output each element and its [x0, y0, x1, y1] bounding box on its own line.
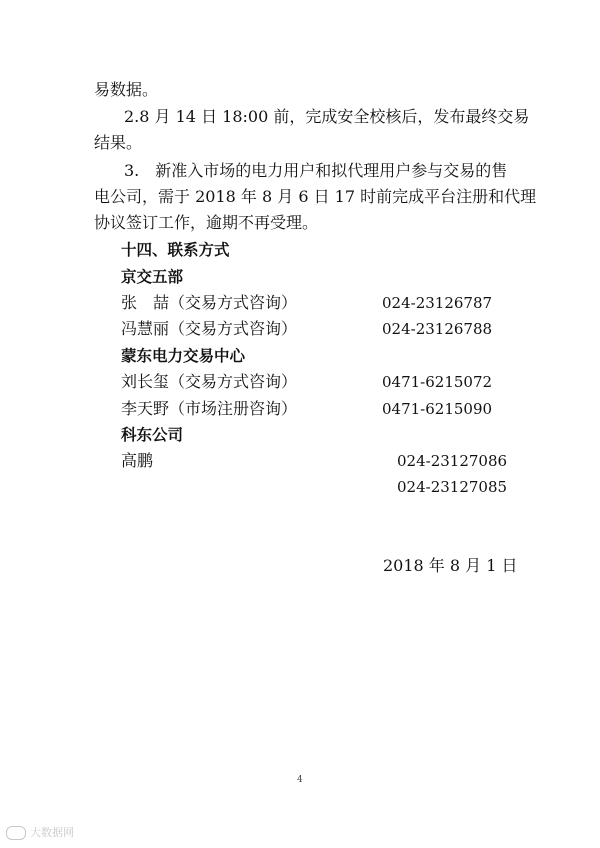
contact-phone: 024-23126787 — [382, 294, 493, 312]
contact-person-label: 冯慧丽（交易方式咨询） — [121, 319, 298, 338]
watermark-logo-icon — [6, 826, 26, 840]
contact-group-name: 科东公司 — [121, 426, 184, 444]
contact-phone: 024-23127086 — [397, 452, 508, 470]
contact-person-label: 李天野（市场注册咨询） — [121, 399, 298, 418]
contact-person-label: 高鹏 — [121, 451, 154, 470]
contact-phone: 0471-6215090 — [382, 400, 493, 418]
contact-phone: 0471-6215072 — [382, 373, 493, 391]
contact-group-name: 蒙东电力交易中心 — [121, 347, 246, 365]
contact-phone: 024-23126788 — [382, 320, 493, 338]
contacts-section-title: 十四、联系方式 — [121, 241, 230, 259]
watermark-text: 大数据网 — [30, 826, 74, 839]
contact-person-label: 张 喆（交易方式咨询） — [121, 293, 298, 312]
watermark — [6, 824, 74, 840]
body-line-6: 协议签订工作，逾期不再受理。 — [94, 213, 319, 232]
body-line-1: 易数据。 — [94, 80, 159, 99]
body-line-3: 结果。 — [94, 133, 143, 152]
page-number: 4 — [297, 775, 303, 785]
contact-phone: 024-23127085 — [397, 478, 508, 496]
document-date: 2018 年 8 月 1 日 — [383, 556, 518, 575]
body-line-4: 3. 新准入市场的电力用户和拟代理用户参与交易的售 — [124, 161, 508, 180]
contact-person-label: 刘长玺（交易方式咨询） — [121, 372, 298, 391]
body-line-2: 2.8 月 14 日 18:00 前，完成安全校核后，发布最终交易 — [124, 107, 530, 126]
body-line-5: 电公司，需于 2018 年 8 月 6 日 17 时前完成平台注册和代理 — [94, 187, 537, 206]
contact-group-name: 京交五部 — [121, 268, 184, 286]
